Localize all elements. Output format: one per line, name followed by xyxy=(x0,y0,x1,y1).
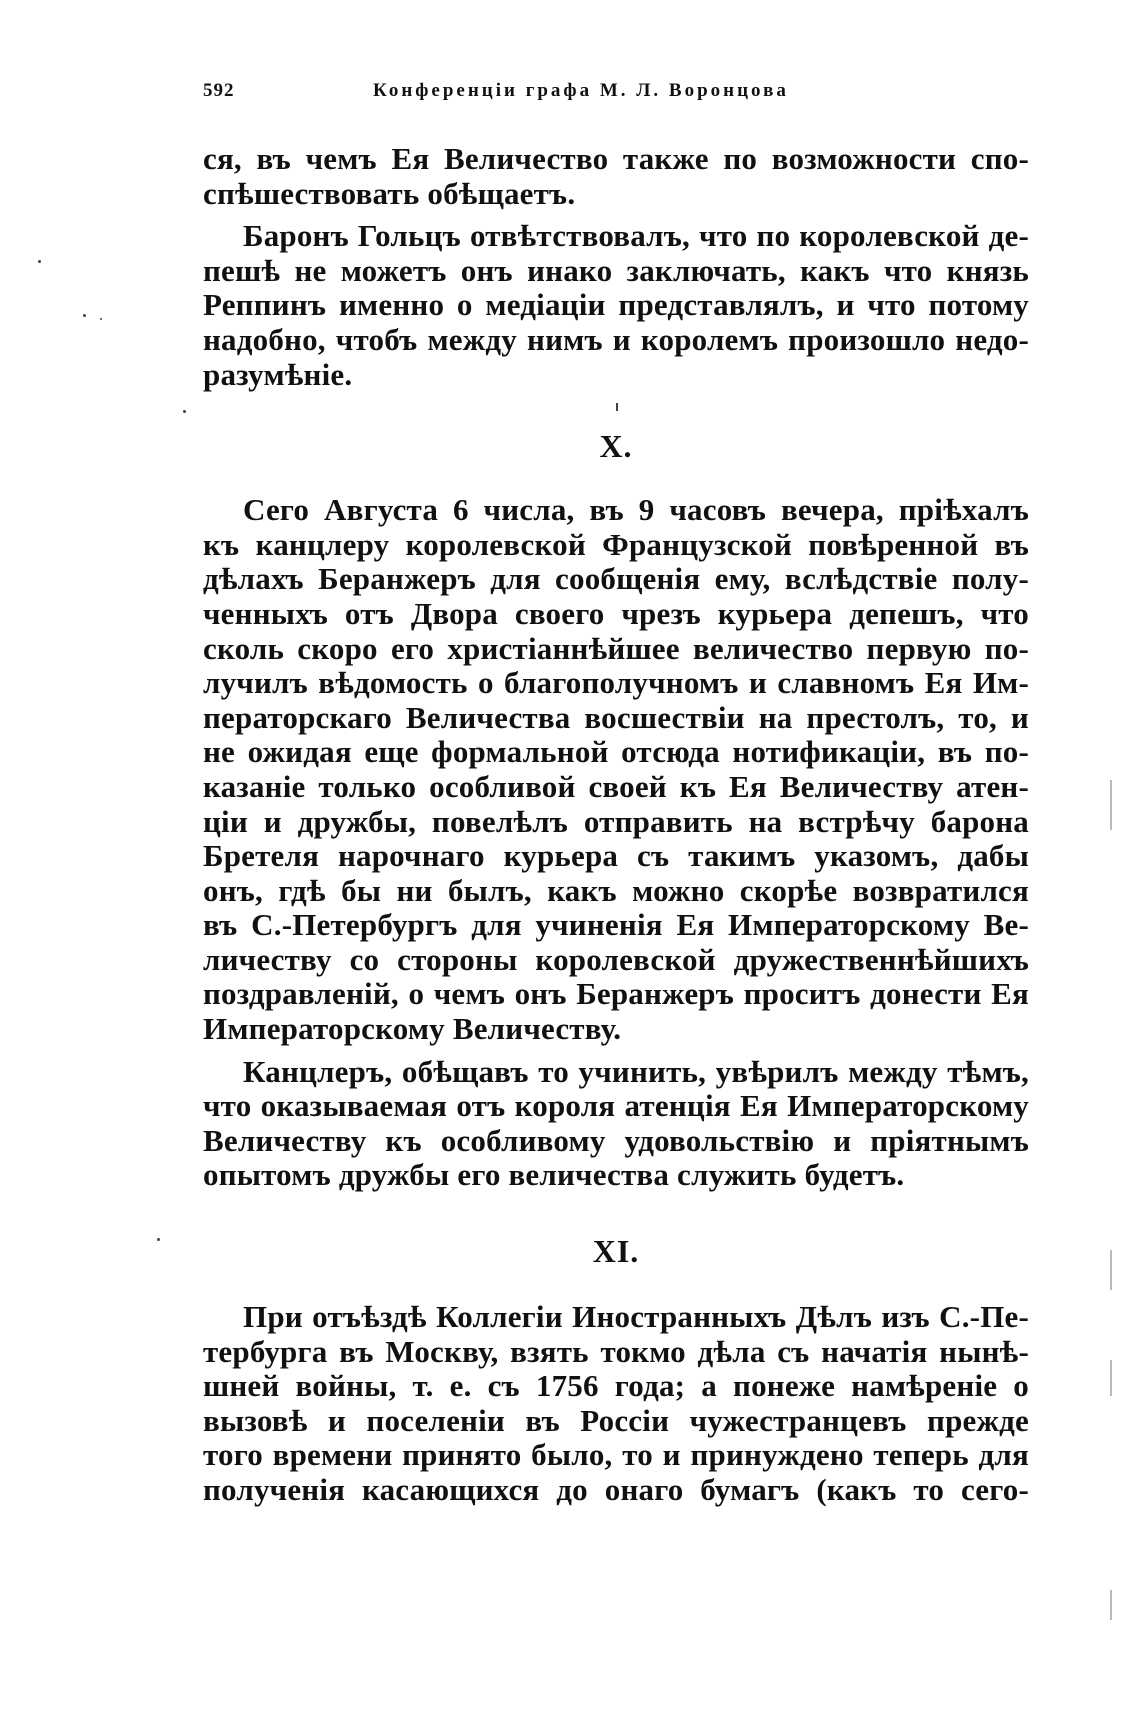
text-line: Сего Августа 6 числа, въ 9 часовъ вечера, пріѣхалъ xyxy=(243,492,1029,528)
paragraph-2 xyxy=(203,219,1029,392)
margin-line xyxy=(1110,1360,1112,1396)
section-heading-x: X. xyxy=(599,428,633,465)
text-line: Императорскому Величеству. xyxy=(203,1011,622,1047)
paragraph-4 xyxy=(203,1055,1029,1193)
text-line: тербурга въ Москву, взять токмо дѣла съ начатія нынѣ- xyxy=(203,1333,1029,1369)
text-line: опытомъ дружбы его величества служить будетъ. xyxy=(203,1157,905,1193)
page xyxy=(203,80,1029,1508)
text-line: ціи и дружбы, повелѣлъ отправить на встрѣчу барона xyxy=(203,803,1029,839)
text-line: дѣлахъ Беранжеръ для сообщенія ему, вслѣдствіе полу- xyxy=(203,561,1029,597)
running-head xyxy=(203,80,1029,112)
text-line: того времени принято было, то и принуждено теперь для xyxy=(203,1437,1029,1473)
scan-speck xyxy=(83,314,86,317)
running-title: Конференціи графа М. Л. Воронцова xyxy=(373,80,789,101)
text-line: Баронъ Гольцъ отвѣтствовалъ, что по королевской де- xyxy=(243,218,1029,254)
page-number: 592 xyxy=(203,80,235,101)
text-line: сколь скоро его христіаннѣйшее величество первую по- xyxy=(203,630,1029,666)
text-line: не ожидая еще формальной отсюда нотификаціи, въ по- xyxy=(203,734,1029,770)
text-line: спѣшествовать обѣщаетъ. xyxy=(203,175,576,211)
text-line: ся, въ чемъ Ея Величество также по возможности спо- xyxy=(203,141,1029,176)
scan-speck xyxy=(38,260,41,263)
paragraph-1 xyxy=(203,142,1029,211)
text-line: Величеству къ особливому удовольствію и пріятнымъ xyxy=(203,1122,1029,1158)
margin-line xyxy=(1110,1250,1112,1290)
text-line: личеству со стороны королевской дружественнѣйшихъ xyxy=(203,941,1029,977)
text-line: къ канцлеру королевской Французской повѣренной въ xyxy=(203,526,1029,562)
scan-speck xyxy=(100,318,102,320)
margin-line xyxy=(1110,1590,1112,1620)
text-line: лучилъ вѣдомость о благополучномъ и славномъ Ея Им- xyxy=(203,665,1029,701)
text-line: казаніе только особливой своей къ Ея Величеству атен- xyxy=(203,768,1029,804)
text-line: Бретеля нарочнаго курьера съ такимъ указомъ, дабы xyxy=(203,838,1029,874)
text-line: поздравленій, о чемъ онъ Беранжеръ проситъ донести Ея xyxy=(203,976,1029,1012)
scan-speck xyxy=(157,1238,160,1241)
text-line: разумѣніе. xyxy=(203,356,353,392)
text-line: что оказываемая отъ короля атенція Ея Императорскому xyxy=(203,1088,1029,1124)
text-line: Канцлеръ, обѣщавъ то учинить, увѣрилъ между тѣмъ, xyxy=(243,1053,1029,1089)
paragraph-3 xyxy=(203,493,1029,1047)
scan-speck xyxy=(183,410,186,413)
text-line: ченныхъ отъ Двора своего чрезъ курьера депешъ, что xyxy=(203,595,1029,631)
text-line: Реппинъ именно о медіаціи представлялъ, и что потому xyxy=(203,287,1029,323)
margin-line xyxy=(1110,780,1112,830)
text-line: шней войны, т. е. съ 1756 года; а понеже намѣреніе о xyxy=(203,1368,1029,1404)
text-line: При отъѣздѣ Коллегіи Иностранныхъ Дѣлъ изъ С.-Пе- xyxy=(243,1299,1029,1335)
scan-speck xyxy=(616,403,618,411)
text-line: пешѣ не можетъ онъ инако заключать, какъ что князь xyxy=(203,252,1029,288)
text-line: полученія касающихся до онаго бумагъ (какъ то сего- xyxy=(203,1472,1029,1507)
text-line: вызовѣ и поселеніи въ Россіи чужестранцевъ прежде xyxy=(203,1402,1029,1438)
text-line: въ С.-Петербургъ для учиненія Ея Императорскому Ве- xyxy=(203,907,1029,943)
text-line: надобно, чтобъ между нимъ и королемъ произошло недо- xyxy=(203,321,1029,357)
section-heading-xi: XI. xyxy=(592,1233,640,1270)
paragraph-5 xyxy=(203,1300,1029,1508)
text-line: ператорскаго Величества восшествіи на престолъ, то, и xyxy=(203,699,1029,735)
text-line: онъ, гдѣ бы ни былъ, какъ можно скорѣе возвратился xyxy=(203,872,1029,908)
